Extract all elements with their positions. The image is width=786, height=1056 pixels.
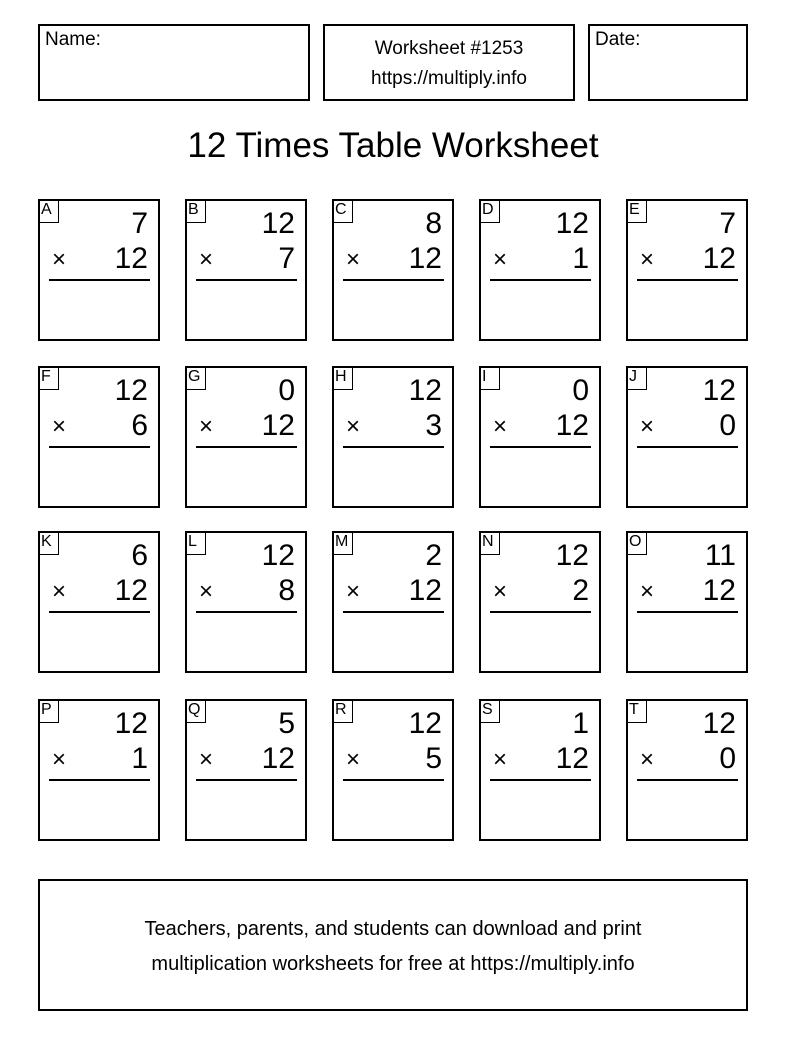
answer-line (49, 446, 150, 448)
footer-note (38, 879, 748, 1011)
answer-line (490, 611, 591, 613)
multiplier: 12 (408, 574, 442, 607)
times-sign: × (52, 413, 67, 440)
times-sign: × (52, 746, 67, 773)
multiplier: 0 (719, 742, 736, 775)
multiplicand: 12 (261, 207, 295, 240)
multiplicand: 7 (719, 207, 736, 240)
multiplicand: 12 (555, 539, 589, 572)
times-sign: × (493, 746, 508, 773)
date-field[interactable] (588, 24, 748, 101)
times-sign: × (52, 246, 67, 273)
multiplicand: 12 (261, 539, 295, 572)
answer-line (637, 446, 738, 448)
multiplier: 12 (555, 409, 589, 442)
date-label: Date: (595, 29, 641, 50)
footer-line-2: multiplication worksheets for free at https://multiply.info (151, 953, 635, 975)
times-sign: × (640, 246, 655, 273)
answer-line (49, 611, 150, 613)
problem-letter: G (185, 366, 206, 390)
problem-letter: J (626, 366, 647, 390)
problem-card-q[interactable] (185, 699, 307, 841)
multiplicand: 12 (114, 374, 148, 407)
problem-letter: I (479, 366, 500, 390)
times-sign: × (199, 246, 214, 273)
problem-card-r[interactable] (332, 699, 454, 841)
multiplier: 12 (114, 574, 148, 607)
times-sign: × (199, 413, 214, 440)
times-sign: × (346, 246, 361, 273)
problem-card-f[interactable] (38, 366, 160, 508)
times-sign: × (199, 578, 214, 605)
multiplier: 2 (572, 574, 589, 607)
problem-letter: Q (185, 699, 206, 723)
answer-line (490, 279, 591, 281)
problem-card-m[interactable] (332, 531, 454, 673)
times-sign: × (199, 746, 214, 773)
problem-card-t[interactable] (626, 699, 748, 841)
problem-letter: M (332, 531, 353, 555)
problem-letter: O (626, 531, 647, 555)
answer-line (49, 779, 150, 781)
problem-card-o[interactable] (626, 531, 748, 673)
times-sign: × (640, 413, 655, 440)
multiplier: 1 (572, 242, 589, 275)
answer-line (490, 446, 591, 448)
multiplier: 0 (719, 409, 736, 442)
times-sign: × (493, 578, 508, 605)
multiplicand: 0 (572, 374, 589, 407)
problem-card-s[interactable] (479, 699, 601, 841)
answer-line (637, 611, 738, 613)
multiplicand: 12 (408, 374, 442, 407)
multiplicand: 5 (278, 707, 295, 740)
times-sign: × (346, 578, 361, 605)
problem-card-p[interactable] (38, 699, 160, 841)
problem-card-d[interactable] (479, 199, 601, 341)
problem-letter: N (479, 531, 500, 555)
multiplier: 7 (278, 242, 295, 275)
multiplicand: 12 (408, 707, 442, 740)
multiplier: 12 (114, 242, 148, 275)
problem-card-l[interactable] (185, 531, 307, 673)
answer-line (343, 611, 444, 613)
problem-card-i[interactable] (479, 366, 601, 508)
problem-letter: L (185, 531, 206, 555)
worksheet-number: Worksheet #1253 (374, 38, 524, 59)
problem-card-g[interactable] (185, 366, 307, 508)
problem-letter: A (38, 199, 59, 223)
multiplicand: 6 (131, 539, 148, 572)
answer-line (343, 279, 444, 281)
problem-letter: E (626, 199, 647, 223)
problem-letter: C (332, 199, 353, 223)
footer-line-1: Teachers, parents, and students can download and print (144, 918, 642, 940)
multiplicand: 8 (425, 207, 442, 240)
problem-card-h[interactable] (332, 366, 454, 508)
times-sign: × (640, 746, 655, 773)
multiplier: 5 (425, 742, 442, 775)
answer-line (196, 779, 297, 781)
problem-card-b[interactable] (185, 199, 307, 341)
answer-line (196, 446, 297, 448)
answer-line (637, 779, 738, 781)
worksheet-info-box (323, 24, 575, 101)
multiplier: 6 (131, 409, 148, 442)
problem-card-j[interactable] (626, 366, 748, 508)
answer-line (49, 279, 150, 281)
times-sign: × (346, 746, 361, 773)
problem-card-k[interactable] (38, 531, 160, 673)
problem-letter: S (479, 699, 500, 723)
times-sign: × (52, 578, 67, 605)
problem-card-e[interactable] (626, 199, 748, 341)
multiplicand: 12 (702, 707, 736, 740)
problem-card-n[interactable] (479, 531, 601, 673)
answer-line (490, 779, 591, 781)
answer-line (196, 611, 297, 613)
multiplier: 12 (408, 242, 442, 275)
multiplicand: 0 (278, 374, 295, 407)
page-title: 12 Times Table Worksheet (187, 126, 599, 165)
times-sign: × (346, 413, 361, 440)
multiplicand: 11 (704, 539, 736, 572)
times-sign: × (493, 246, 508, 273)
answer-line (196, 279, 297, 281)
multiplier: 1 (131, 742, 148, 775)
problem-letter: P (38, 699, 59, 723)
problem-letter: K (38, 531, 59, 555)
answer-line (637, 279, 738, 281)
problem-letter: D (479, 199, 500, 223)
multiplier: 3 (425, 409, 442, 442)
answer-line (343, 779, 444, 781)
times-sign: × (640, 578, 655, 605)
name-field[interactable] (38, 24, 310, 101)
multiplier: 8 (278, 574, 295, 607)
multiplicand: 12 (555, 207, 589, 240)
multiplier: 12 (702, 242, 736, 275)
name-label: Name: (45, 29, 101, 50)
multiplicand: 12 (702, 374, 736, 407)
multiplicand: 1 (572, 707, 589, 740)
multiplier: 12 (261, 742, 295, 775)
multiplier: 12 (555, 742, 589, 775)
answer-line (343, 446, 444, 448)
multiplier: 12 (261, 409, 295, 442)
problem-letter: H (332, 366, 353, 390)
multiplicand: 12 (114, 707, 148, 740)
multiplier: 12 (702, 574, 736, 607)
problem-card-a[interactable] (38, 199, 160, 341)
problem-card-c[interactable] (332, 199, 454, 341)
problem-letter: F (38, 366, 59, 390)
problem-letter: R (332, 699, 353, 723)
problem-letter: T (626, 699, 647, 723)
multiplicand: 7 (131, 207, 148, 240)
worksheet-url: https://multiply.info (371, 68, 527, 89)
problem-letter: B (185, 199, 206, 223)
multiplicand: 2 (425, 539, 442, 572)
times-sign: × (493, 413, 508, 440)
